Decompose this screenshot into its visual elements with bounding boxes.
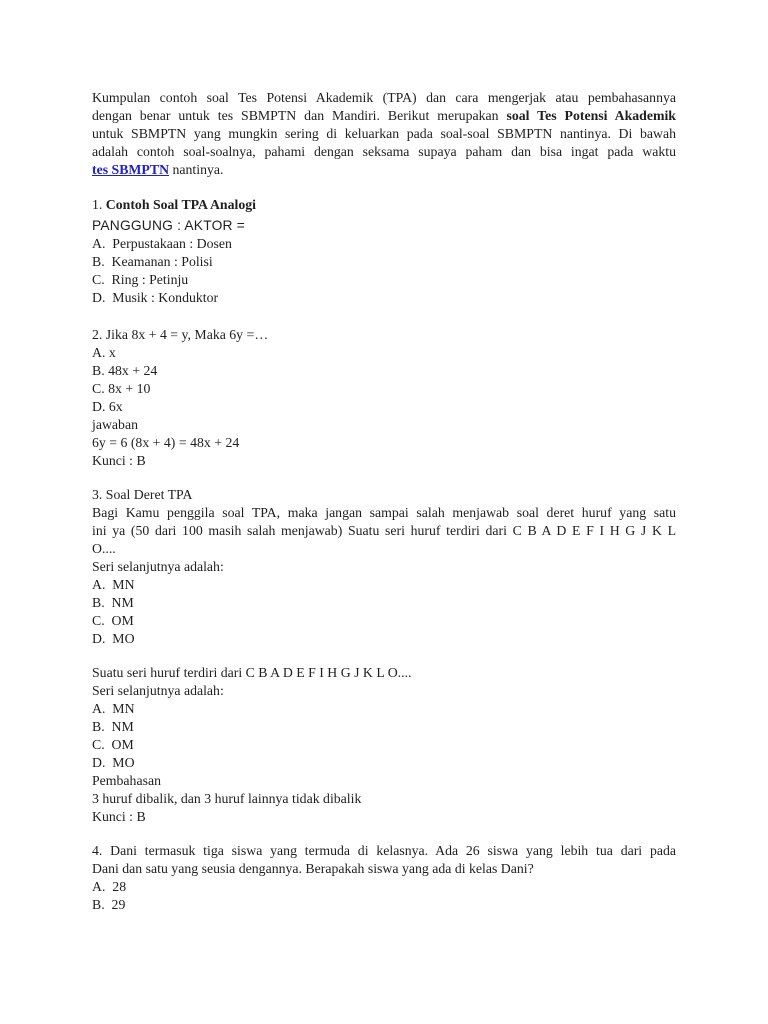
option-item: B. Keamanan : Polisi: [92, 254, 213, 269]
intro-line-2-text: dengan benar untuk tes SBMPTN dan Mandiri. Berikut merupakan: [92, 108, 507, 123]
question-1-heading: [92, 196, 676, 214]
option-item: C. 8x + 10: [92, 381, 151, 396]
question-1-title: Contoh Soal TPA Analogi: [105, 197, 256, 212]
question-3-body-line-3: O....: [92, 541, 116, 556]
question-4: [92, 842, 676, 914]
option-item: D. Musik : Konduktor: [92, 290, 219, 305]
jawaban-label: jawaban: [92, 417, 138, 432]
intro-line-2-bold-text: soal Tes Potensi Akademik: [506, 108, 676, 123]
question-3-body-line-2: ini ya (50 dari 100 masih salah menjawab) Suatu seri huruf terdiri dari C B A D E F I H G J K L: [92, 523, 676, 538]
intro-line-3: untuk SBMPTN yang mungkin sering di keluarkan pada soal-soal SBMPTN nantinya. Di bawah: [92, 126, 676, 141]
question-3-repeat-prompt: Seri selanjutnya adalah:: [92, 683, 224, 698]
tes-sbmptn-link[interactable]: tes SBMPTN: [92, 162, 170, 177]
question-2: [92, 326, 676, 470]
solution-line: 6y = 6 (8x + 4) = 48x + 24: [92, 435, 240, 450]
pembahasan-text: 3 huruf dibalik, dan 3 huruf lainnya tidak dibalik: [92, 791, 362, 806]
question-1: [92, 196, 676, 307]
question-2-prompt: 2. Jika 8x + 4 = y, Maka 6y =…: [92, 327, 269, 342]
option-item: B. 48x + 24: [92, 363, 158, 378]
question-3: [92, 486, 676, 648]
intro-line-5: [92, 161, 676, 179]
pembahasan-label: Pembahasan: [92, 773, 161, 788]
question-3-repeat-intro: Suatu seri huruf terdiri dari C B A D E F I H G J K L O....: [92, 665, 412, 680]
option-item: A. 28: [92, 879, 127, 894]
option-item: C. Ring : Petinju: [92, 272, 189, 287]
question-1-prompt: PANGGUNG : AKTOR =: [92, 218, 245, 233]
question-3-prompt: Seri selanjutnya adalah:: [92, 559, 224, 574]
question-3-repeat: [92, 664, 676, 826]
intro-line-2: [92, 107, 676, 125]
option-item: D. 6x: [92, 399, 123, 414]
question-3-body-line-1: Bagi Kamu penggila soal TPA, maka jangan sampai salah menjawab soal deret huruf yang satu: [92, 505, 676, 520]
answer-key: Kunci : B: [92, 809, 146, 824]
document-content: [92, 89, 676, 914]
intro-line-1: Kumpulan contoh soal Tes Potensi Akademik (TPA) dan cara mengerjak atau pembahasannya: [92, 90, 676, 105]
option-item: A. x: [92, 345, 116, 360]
question-4-body-line-1: 4. Dani termasuk tiga siswa yang termuda di kelasnya. Ada 26 siswa yang lebih tua dari pada: [92, 843, 676, 858]
answer-key: Kunci : B: [92, 453, 146, 468]
intro-paragraph: [92, 89, 676, 179]
option-item: C. OM: [92, 613, 134, 628]
option-item: B. NM: [92, 719, 134, 734]
option-item: B. 29: [92, 897, 126, 912]
option-item: A. MN: [92, 577, 135, 592]
option-item: A. MN: [92, 701, 135, 716]
option-item: A. Perpustakaan : Dosen: [92, 236, 232, 251]
question-3-title: 3. Soal Deret TPA: [92, 487, 193, 502]
intro-line-5-rest: nantinya.: [169, 162, 224, 177]
question-4-body-line-2: Dani dan satu yang seusia dengannya. Berapakah siswa yang ada di kelas Dani?: [92, 861, 534, 876]
option-item: C. OM: [92, 737, 134, 752]
intro-line-4: adalah contoh soal-soalnya, pahami dengan seksama supaya paham dan bisa ingat pada waktu: [92, 144, 676, 159]
option-item: B. NM: [92, 595, 134, 610]
option-item: D. MO: [92, 631, 135, 646]
question-1-number: 1.: [92, 197, 106, 212]
option-item: D. MO: [92, 755, 135, 770]
